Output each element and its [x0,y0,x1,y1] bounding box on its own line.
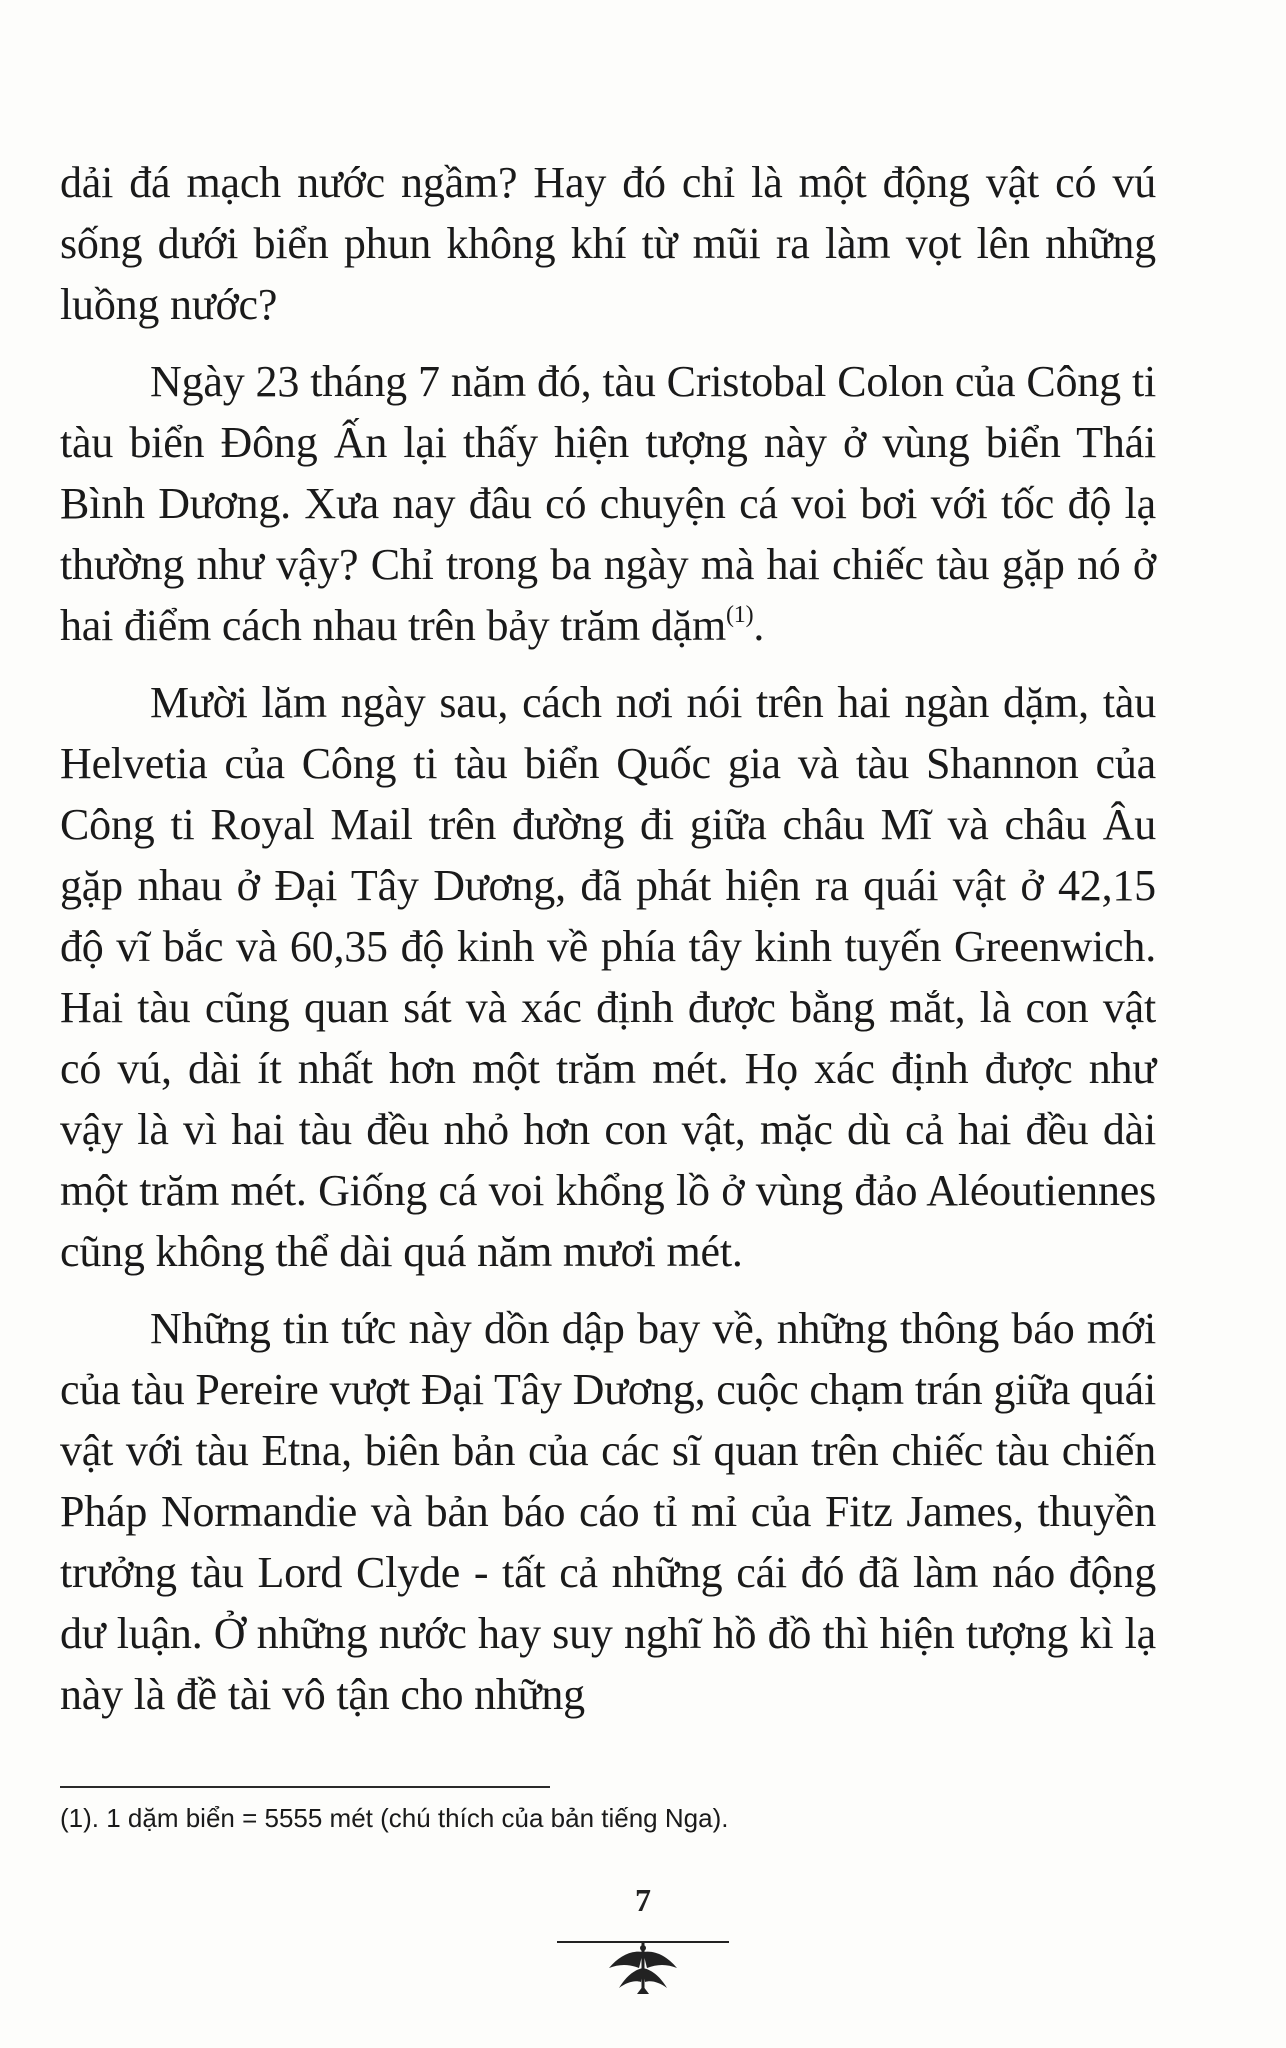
page-number: 7 [635,1882,651,1918]
paragraph-1: dải đá mạch nước ngầm? Hay đó chỉ là một động vật có vú sống dưới biển phun không khí từ mũi ra làm vọt lên những luồng nước? [60,158,1156,329]
paragraph-2-end: . [753,601,765,650]
paragraph-3: Mười lăm ngày sau, cách nơi nói trên hai ngàn dặm, tàu Helvetia của Công ti tàu biển Quốc gia và tàu Shannon của Công ti Royal Mail trên đường đi giữa châu Mĩ và châu Âu gặp nhau ở Đại Tây Dương, đã phát hiện ra quái vật ở 42,15 độ vĩ bắc và 60,35 độ kinh về phía tây kinh tuyến Greenwich. Hai tàu cũng quan sát và xác định được bằng mắt, là con vật có vú, dài ít nhất hơn một trăm mét. Họ xác định được như vậy là vì hai tàu đều nhỏ hơn con vật, mặc dù cả hai đều dài một trăm mét. Giống cá voi khổng lồ ở vùng đảo Aléoutiennes cũng không thể dài quá năm mươi mét. [60,678,1156,1276]
paragraph-2-text: Ngày 23 tháng 7 năm đó, tàu Cristobal Colon của Công ti tàu biển Đông Ấn lại thấy hiện tượng này ở vùng biển Thái Bình Dương. Xưa nay đâu có chuyện cá voi bơi với tốc độ lạ thường như vậy? Chỉ trong ba ngày mà hai chiếc tàu gặp nó ở hai điểm cách nhau trên bảy trăm dặm [60,357,1156,650]
paragraph-4: Những tin tức này dồn dập bay về, những thông báo mới của tàu Pereire vượt Đại Tây Dương, cuộc chạm trán giữa quái vật với tàu Etna, biên bản của các sĩ quan trên chiếc tàu chiến Pháp Normandie và bản báo cáo tỉ mỉ của Fitz James, thuyền trưởng tàu Lord Clyde - tất cả những cái đó đã làm náo động dư luận. Ở những nước hay suy nghĩ hồ đồ thì hiện tượng kì lạ này là đề tài vô tận cho những [60,1304,1156,1719]
body-text [60,152,1156,1725]
paragraph-2 [60,351,1156,656]
fleuron-ornament-icon [553,1928,733,1998]
footnote-divider [60,1786,550,1788]
footnote-reference: (1) [725,602,754,628]
footnote: (1). 1 dặm biển = 5555 mét (chú thích của bản tiếng Nga). [60,1803,729,1833]
